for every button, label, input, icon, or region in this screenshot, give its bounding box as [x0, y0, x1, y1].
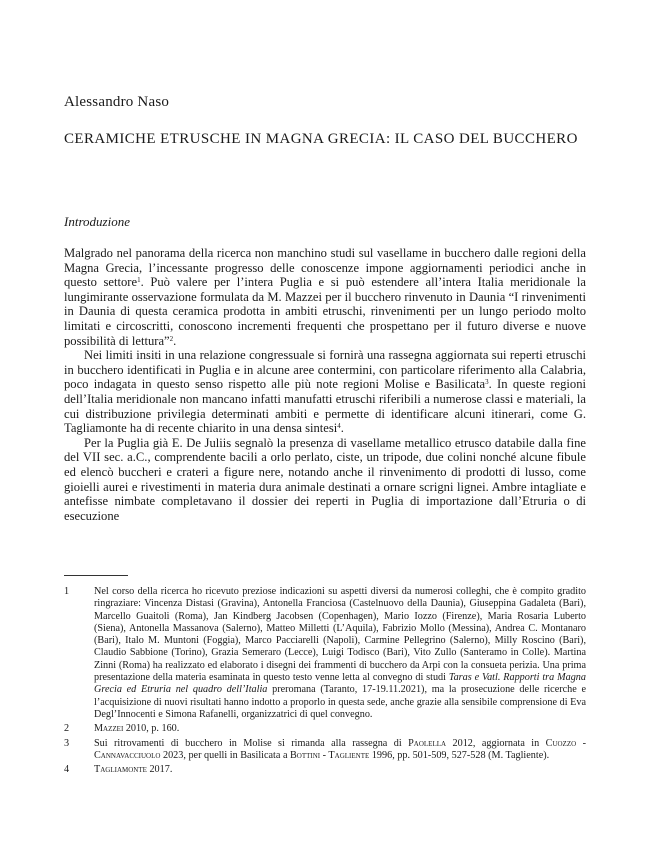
footnote-number: 1	[64, 586, 70, 597]
footnote-separator	[64, 575, 128, 576]
footnote-number: 2	[64, 723, 70, 735]
footnote-text: Mazzei 2010, p. 160.	[94, 723, 180, 735]
section-heading: Introduzione	[64, 214, 130, 229]
author-name: Alessandro Naso	[64, 94, 170, 110]
footnotes	[64, 586, 586, 778]
footnote-ref[interactable]: 2	[169, 334, 174, 343]
footnote-text: Nel corso della ricerca ho ricevuto preziose indicazioni su aspetti diversi da numerosi colleghi, che è compito gradito ringraziare: Vincenza Distasi (Gravina), Antonella Franciosa (Castelnuovo della Daunia), Giuseppina Gadaleta (Bari), Marcello Guaitoli (Roma), Jan Kindberg Jacobsen (Copenhagen), Mario Iozzo (Firenze), Maria Rosaria Luberto (Siena), Antonella Massanova (Salerno), Matteo Milletti (L’Aquila), Fabrizio Mollo (Messina), Andrea C. Montanaro (Bari), Italo M. Muntoni (Foggia), Marco Pacciarelli (Napoli), Carmine Pellegrino (Salerno), Milly Roscino (Bari), Claudio Sabbione (Torino), Grazia Semeraro (Lecce), Luigi Todisco (Bari), Vito Zullo (Santeramo in Colle). Martina Zinni (Roma) ha realizzato ed elaborato i disegni dei frammenti di bucchero da Arpi con la consueta perizia. Una prima presentazione della materia esaminata in questo testo venne letta al convegno di studi Taras e Vatl. Rapporti tra Magna Grecia ed Etruria nel quadro dell’Italia preromana (Taranto, 17-19.11.2021), ma la prosecuzione delle ricerche e l’acquisizione di nuovi risultati hanno indotto a proporlo in questa sede, anche grazie alla sensibile comprensione di Eva Degl’Innocenti e Simona Rafanelli, organizzatrici di quel convegno.	[94, 586, 586, 720]
footnote-text: Sui ritrovamenti di bucchero in Molise si rimanda alla rassegna di Paolella 2012, aggiornata in Cuozzo - Cannavacciuolo 2023, per quelli in Basilicata a Bottini - Tagliente 1996, pp. 501-509, 527-528 (M. Tagliente).	[94, 737, 586, 761]
footnote-ref[interactable]: 4	[337, 422, 341, 431]
footnote-number: 3	[64, 737, 70, 749]
body-text	[64, 246, 586, 523]
footnote	[64, 738, 586, 763]
footnote	[64, 586, 586, 721]
footnote-ref[interactable]: 3	[485, 378, 489, 387]
paragraph: Per la Puglia già E. De Juliis segnalò la presenza di vasellame metallico etrusco databile dalla fine del VII sec. a.C., comprendente bacili a orlo perlato, ciste, un tripode, due colini nonché alcune fibule ed elencò buccheri e crateri a figure nere, notando anche il rinvenimento di prodotti di lusso, come gioielli aurei e rivestimenti in materia dura animale destinati a ornare scrigni lignei. Ambre intagliate e antefisse nimbate completavano il dossier dei reperti in Puglia di importazione dall’Etruria o di esecuzione	[64, 435, 586, 523]
footnote-text: Tagliamonte 2017.	[94, 764, 173, 776]
paragraph: Nei limiti insiti in una relazione congressuale si fornirà una rassegna aggiornata sui reperti etruschi in bucchero identificati in Puglia e in alcune aree contermini, con particolare riferimento alla Calabria, poco indagata in questo senso rispetto alle più note regioni Molise e Basilicata$^3$. In queste regioni dell’Italia meridionale non mancano infatti manufatti etruschi riferibili a numerose classi e materiali, la cui distribuzione privilegia determinati ambiti e permette di identificare alcuni itinerari, come G. Tagliamonte ha di recente chiarito in una densa sintesi$^4$.	[64, 348, 586, 436]
footnote-number: 4	[64, 764, 70, 776]
footnote-ref[interactable]: 1	[137, 276, 141, 285]
footnote	[64, 764, 586, 776]
paragraph: Malgrado nel panorama della ricerca non manchino studi sul vasellame in bucchero dalle regioni della Magna Grecia, l’incessante progresso delle conoscenze impone aggiornamenti periodici anche in questo settore$^1$. Può valere per l’intera Puglia e si può estendere all’intera Italia meridionale la lungimirante osservazione formulata da M. Mazzei per il bucchero rinvenuto in Daunia “I rinvenimenti in Daunia di questa ceramica prodotta in ambiti etruschi, rinvenimenti per un lungo periodo molto limitati e circoscritti, conoscono incrementi frequenti che prospettano per il futuro diverse e nuove possibilità di lettura”$^2$.	[64, 246, 586, 348]
article-title: CERAMICHE ETRUSCHE IN MAGNA GRECIA: IL CASO DEL BUCCHERO	[64, 131, 578, 147]
footnote	[64, 723, 586, 735]
